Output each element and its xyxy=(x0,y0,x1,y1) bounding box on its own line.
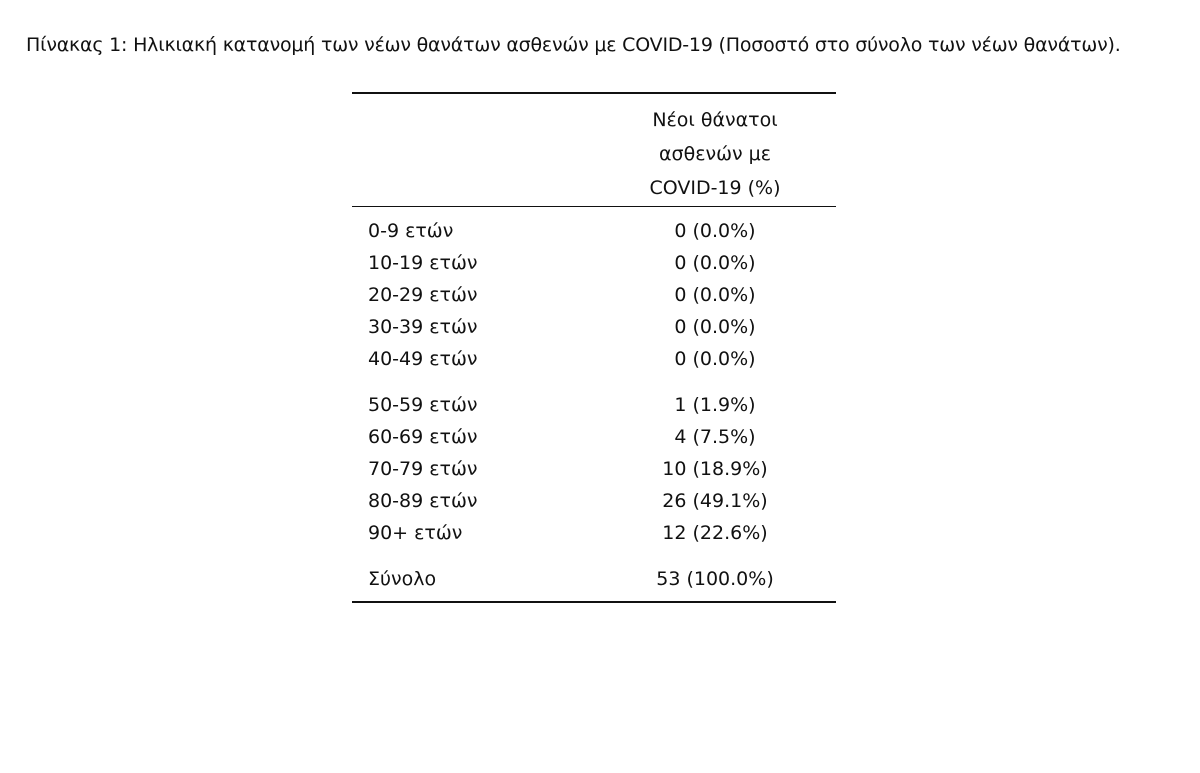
table-row xyxy=(352,311,836,343)
row-label: 40-49 ετών xyxy=(368,348,478,370)
row-label: 30-39 ετών xyxy=(368,316,478,338)
row-value: 0 (0.0%) xyxy=(674,284,756,306)
row-label: 50-59 ετών xyxy=(368,394,478,416)
deaths-by-age-table xyxy=(352,92,836,603)
row-label: 20-29 ετών xyxy=(368,284,478,306)
row-label: 10-19 ετών xyxy=(368,252,478,274)
table-row xyxy=(352,247,836,279)
row-value: 1 (1.9%) xyxy=(674,394,756,416)
row-value: 4 (7.5%) xyxy=(674,426,756,448)
row-value: 0 (0.0%) xyxy=(674,316,756,338)
table-row xyxy=(352,485,836,517)
row-value: 0 (0.0%) xyxy=(674,348,756,370)
table-row xyxy=(352,343,836,375)
row-label: 0-9 ετών xyxy=(368,220,454,242)
row-value: 26 (49.1%) xyxy=(662,490,768,512)
row-label: 60-69 ετών xyxy=(368,426,478,448)
table-row xyxy=(352,215,836,247)
table-row xyxy=(352,517,836,549)
row-label: 70-79 ετών xyxy=(368,458,478,480)
column-header-line: COVID-19 (%) xyxy=(649,177,781,199)
column-header-line: Νέοι θάνατοι xyxy=(652,109,778,131)
column-header-new-deaths xyxy=(578,103,852,205)
row-label: 80-89 ετών xyxy=(368,490,478,512)
table-header xyxy=(352,94,836,206)
table-bottom-rule xyxy=(352,601,836,603)
table-row xyxy=(352,389,836,421)
row-value: 12 (22.6%) xyxy=(662,522,768,544)
row-value: 0 (0.0%) xyxy=(674,220,756,242)
table-caption: Πίνακας 1: Ηλικιακή κατανομή των νέων θανάτων ασθενών με COVID-19 (Ποσοστό στο σύνολο των νέων θανάτων). xyxy=(26,34,1121,56)
table-row xyxy=(352,279,836,311)
row-value: 0 (0.0%) xyxy=(674,252,756,274)
table-body xyxy=(352,207,836,601)
row-value: 10 (18.9%) xyxy=(662,458,768,480)
total-value: 53 (100.0%) xyxy=(656,568,774,590)
total-label: Σύνολο xyxy=(368,568,437,590)
column-header-line: ασθενών με xyxy=(659,143,771,165)
table-total-row xyxy=(352,563,836,595)
row-label: 90+ ετών xyxy=(368,522,463,544)
table-row xyxy=(352,453,836,485)
table-row xyxy=(352,421,836,453)
